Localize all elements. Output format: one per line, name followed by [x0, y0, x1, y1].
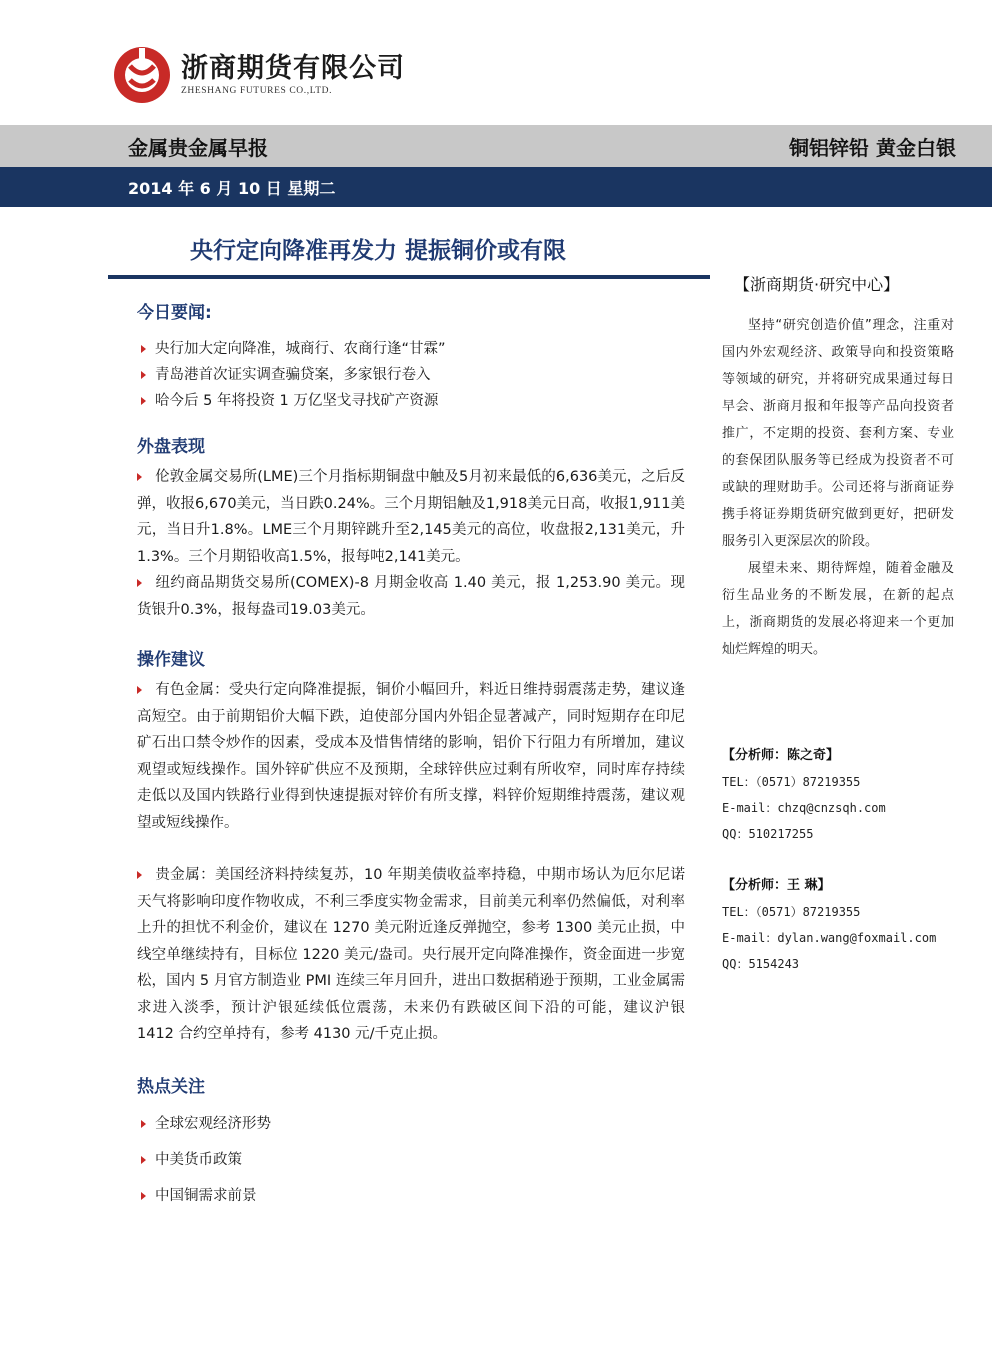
hot-section-title: 热点关注 [137, 1076, 205, 1097]
side-column [722, 272, 954, 977]
company-logo [113, 46, 405, 104]
analyst-name: 【分析师：王 琳】 [722, 878, 831, 893]
advice-paragraph: 有色金属：受央行定向降准提振，铜价小幅回升，料近日维持弱震荡走势，建议逢高短空。由于前期铝价大幅下跌，迫使部分国内外铝企显著减产，同时短期存在印尼矿石出口禁令炒作的因素，受成本及惜售情绪的影响，铝价下行阻力有所增加，建议观望或短线操作。国外锌矿供应不及预期，全球锌供应过剩有所收窄，同时库存持续走低以及国内铁路行业得到快速提振对锌价有所支撑，料锌价短期维持震荡，建议观望或短线操作。 [137, 682, 685, 831]
bullet-arrow-icon [141, 1156, 146, 1164]
news-list [137, 336, 685, 414]
analyst-qq: QQ：5154243 [722, 957, 800, 971]
analyst-card [722, 873, 954, 977]
headline: 央行定向降准再发力 提振铜价或有限 [190, 238, 567, 264]
research-center-title: 【浙商期货·研究中心】 [734, 275, 900, 294]
overseas-paragraph: 纽约商品期货交易所(COMEX)-8 月期金收高 1.40 美元，报 1,253.90 美元。现货银升0.3%，报每盎司19.03美元。 [137, 575, 685, 618]
analyst-tel: TEL：（0571）87219355 [722, 775, 861, 789]
list-item: 全球宏观经济形势 [137, 1106, 685, 1142]
bullet-arrow-icon [141, 345, 146, 353]
list-item: 中美货币政策 [137, 1142, 685, 1178]
report-date: 2014 年 6 月 10 日 星期二 [128, 179, 336, 198]
analyst-name: 【分析师：陈之奇】 [722, 748, 840, 763]
news-section-title: 今日要闻: [137, 303, 212, 323]
company-name-cn: 浙商期货有限公司 [181, 53, 405, 84]
advice-paragraph: 贵金属：美国经济料持续复苏，10 年期美债收益率持稳，中期市场认为厄尔尼诺天气将影响印度作物收成，不利三季度实物金需求，目前美元利率仍然偏低，对利率上升的担忧不利金价，建议在 1270 美元附近逢反弹抛空，参考 1300 美元止损，中线空单继续持有，目标位 1220 美元/盎司。央行展开定向降准操作，资金面进一步宽松，国内 5 月官方制造业 PMI 连续三年月回升，进出口数据稍逊于预期，工业金属需求进入淡季，预计沪银延续低位震荡，未来仍有跌破区间下沿的可能，建议沪银 1412 合约空单持有，参考 4130 元/千克止损。 [137, 867, 685, 1042]
report-title: 金属贵金属早报 [128, 136, 268, 160]
analyst-qq: QQ：510217255 [722, 827, 814, 841]
bullet-arrow-icon [141, 397, 146, 405]
overseas-section-title: 外盘表现 [137, 437, 205, 457]
company-name-en: ZHESHANG FUTURES CO.,LTD. [181, 86, 333, 96]
bullet-arrow-icon [141, 1192, 146, 1200]
main-column [137, 300, 685, 1214]
list-item: 哈今后 5 年将投资 1 万亿坚戈寻找矿产资源 [137, 388, 685, 414]
advice-section-title: 操作建议 [137, 650, 205, 670]
analyst-email[interactable]: E-mail：dylan.wang@foxmail.com [722, 931, 937, 945]
bullet-arrow-icon [137, 579, 142, 587]
company-logo-icon [113, 46, 171, 104]
bullet-arrow-icon [137, 473, 142, 481]
bullet-arrow-icon [137, 686, 142, 694]
research-paragraph: 坚持“研究创造价值”理念，注重对国内外宏观经济、政策导向和投资策略等领域的研究，并将研究成果通过每日早会、浙商月报和年报等产品向投资者推广，不定期的投资、套利方案、专业的套保团队服务等已经成为投资者不可或缺的理财助手。公司还将与浙商证券携手将证券期货研究做到更好，把研发服务引入更深层次的阶段。 [722, 318, 954, 549]
bullet-arrow-icon [141, 371, 146, 379]
list-item: 青岛港首次证实调查骗贷案，多家银行卷入 [137, 362, 685, 388]
bullet-arrow-icon [137, 871, 142, 879]
research-paragraph: 展望未来、期待辉煌，随着金融及衍生品业务的不断发展，在新的起点上，浙商期货的发展必将迎来一个更加灿烂辉煌的明天。 [722, 561, 954, 657]
hot-list [137, 1106, 685, 1214]
headline-divider [108, 275, 710, 279]
bullet-arrow-icon [141, 1120, 146, 1128]
analyst-tel: TEL：（0571）87219355 [722, 905, 861, 919]
analyst-email[interactable]: E-mail：chzq@cnzsqh.com [722, 801, 886, 815]
analyst-card [722, 743, 954, 847]
list-item: 央行加大定向降准，城商行、农商行逢“甘霖” [137, 336, 685, 362]
report-categories: 铜铝锌铅 黄金白银 [789, 136, 956, 160]
list-item: 中国铜需求前景 [137, 1178, 685, 1214]
overseas-paragraph: 伦敦金属交易所(LME)三个月指标期铜盘中触及5月初来最低的6,636美元，之后反弹，收报6,670美元，当日跌0.24%。三个月期铝触及1,918美元日高，收报1,911美元，当日升1.8%。LME三个月期锌跳升至2,145美元的高位，收盘报2,131美元，升1.3%。三个月期铅收高1.5%，报每吨2,141美元。 [137, 469, 685, 565]
